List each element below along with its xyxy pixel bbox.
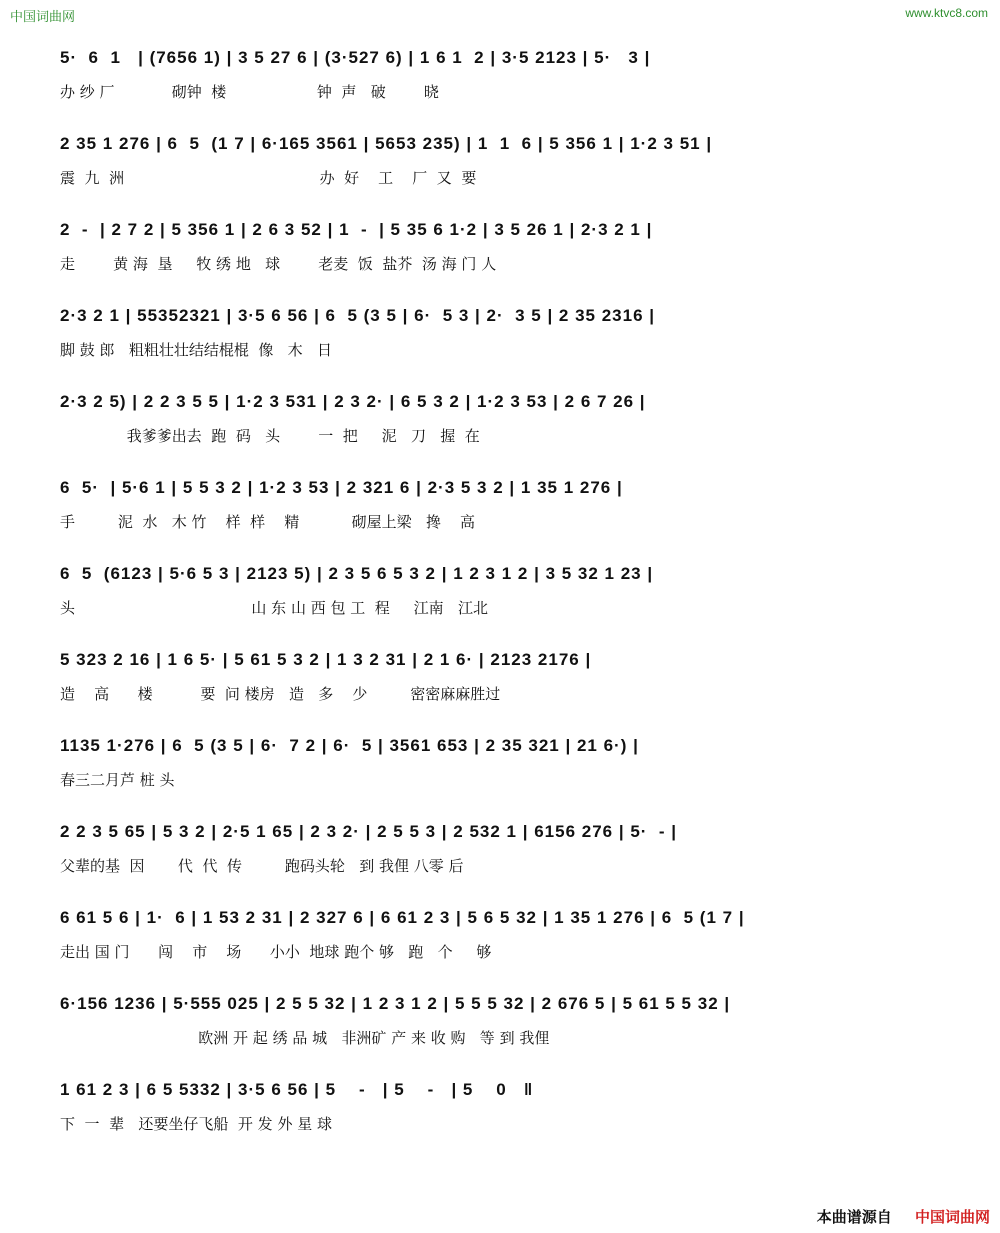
source-label: 本曲谱源自 [816,1208,892,1226]
score-system-12 [60,984,950,1070]
notation-line: 5 323 2 16 | 1 6 5· | 5 61 5 3 2 | 1 3 2 31 | 2 1 6· | 2123 2176 | [60,650,592,669]
lyrics-line: 头 山 东 山 西 包 工 程 江南 江北 [60,599,488,617]
lyrics-line: 走出 国 门 闯 市 场 小小 地球 跑个 够 跑 个 够 [60,943,492,961]
lyrics-line: 春三二月芦 桩 头 [60,771,175,789]
notation-line: 6 61 5 6 | 1· 6 | 1 53 2 31 | 2 327 6 | 6 61 2 3 | 5 6 5 32 | 1 35 1 276 | 6 5 (1 7 | [60,908,745,927]
source-footer [817,1206,990,1227]
score-system-5 [60,382,950,468]
score-system-3 [60,210,950,296]
lyrics-line: 脚 鼓 郎 粗粗壮壮结结棍棍 像 木 日 [60,341,332,359]
jianpu-score [60,38,950,1156]
lyrics-line: 造 高 楼 要 问 楼房 造 多 少 密密麻麻胜过 [60,685,501,703]
notation-line: 5· 6 1 | (7656 1) | 3 5 27 6 | (3·527 6) | 1 6 1 2 | 3·5 2123 | 5· 3 | [60,48,651,67]
score-system-8 [60,640,950,726]
score-system-13 [60,1070,950,1156]
notation-line: 2 2 3 5 65 | 5 3 2 | 2·5 1 65 | 2 3 2· | 2 5 5 3 | 2 532 1 | 6156 276 | 5· - | [60,822,678,841]
notation-line: 2·3 2 5) | 2 2 3 5 5 | 1·2 3 531 | 2 3 2· | 6 5 3 2 | 1·2 3 53 | 2 6 7 26 | [60,392,646,411]
lyrics-line: 震 九 洲 办 好 工 厂 又 要 [60,169,477,187]
score-system-7 [60,554,950,640]
score-system-6 [60,468,950,554]
lyrics-line: 下 一 辈 还要坐仔飞船 开 发 外 星 球 [60,1115,332,1133]
notation-line: 2 - | 2 7 2 | 5 356 1 | 2 6 3 52 | 1 - | 5 35 6 1·2 | 3 5 26 1 | 2·3 2 1 | [60,220,653,239]
lyrics-line: 欧洲 开 起 绣 品 城 非洲矿 产 来 收 购 等 到 我俚 [60,1029,550,1047]
notation-line: 2 35 1 276 | 6 5 (1 7 | 6·165 3561 | 5653 235) | 1 1 6 | 5 356 1 | 1·2 3 51 | [60,134,713,153]
score-system-1 [60,38,950,124]
source-site-link[interactable]: 中国词曲网 [914,1208,990,1226]
notation-line: 6 5 (6123 | 5·6 5 3 | 2123 5) | 2 3 5 6 5 3 2 | 1 2 3 1 2 | 3 5 32 1 23 | [60,564,654,583]
lyrics-line: 走 黄 海 垦 牧 绣 地 球 老麦 饭 盐芥 汤 海 门 人 [60,255,497,273]
score-system-2 [60,124,950,210]
site-logo-left: 中国词曲网 [10,10,76,25]
site-url[interactable]: www.ktvc8.com [905,6,988,20]
lyrics-line: 我爹爹出去 跑 码 头 一 把 泥 刀 握 在 [60,427,480,445]
notation-line: 1 61 2 3 | 6 5 5332 | 3·5 6 56 | 5 - | 5 - | 5 0 ‖ [60,1080,534,1099]
lyrics-line: 办 纱 厂 砌钟 楼 钟 声 破 晓 [60,83,439,101]
lyrics-line: 父辈的基 因 代 代 传 跑码头轮 到 我俚 八零 后 [60,857,464,875]
score-system-10 [60,812,950,898]
score-system-4 [60,296,950,382]
notation-line: 6·156 1236 | 5·555 025 | 2 5 5 32 | 1 2 3 1 2 | 5 5 5 32 | 2 676 5 | 5 61 5 5 32 | [60,994,731,1013]
notation-line: 6 5· | 5·6 1 | 5 5 3 2 | 1·2 3 53 | 2 321 6 | 2·3 5 3 2 | 1 35 1 276 | [60,478,623,497]
score-system-11 [60,898,950,984]
lyrics-line: 手 泥 水 木 竹 样 样 精 砌屋上梁 搀 高 [60,513,476,531]
score-system-9 [60,726,950,812]
notation-line: 2·3 2 1 | 55352321 | 3·5 6 56 | 6 5 (3 5 | 6· 5 3 | 2· 3 5 | 2 35 2316 | [60,306,656,325]
notation-line: 1135 1·276 | 6 5 (3 5 | 6· 7 2 | 6· 5 | 3561 653 | 2 35 321 | 21 6·) | [60,736,639,755]
